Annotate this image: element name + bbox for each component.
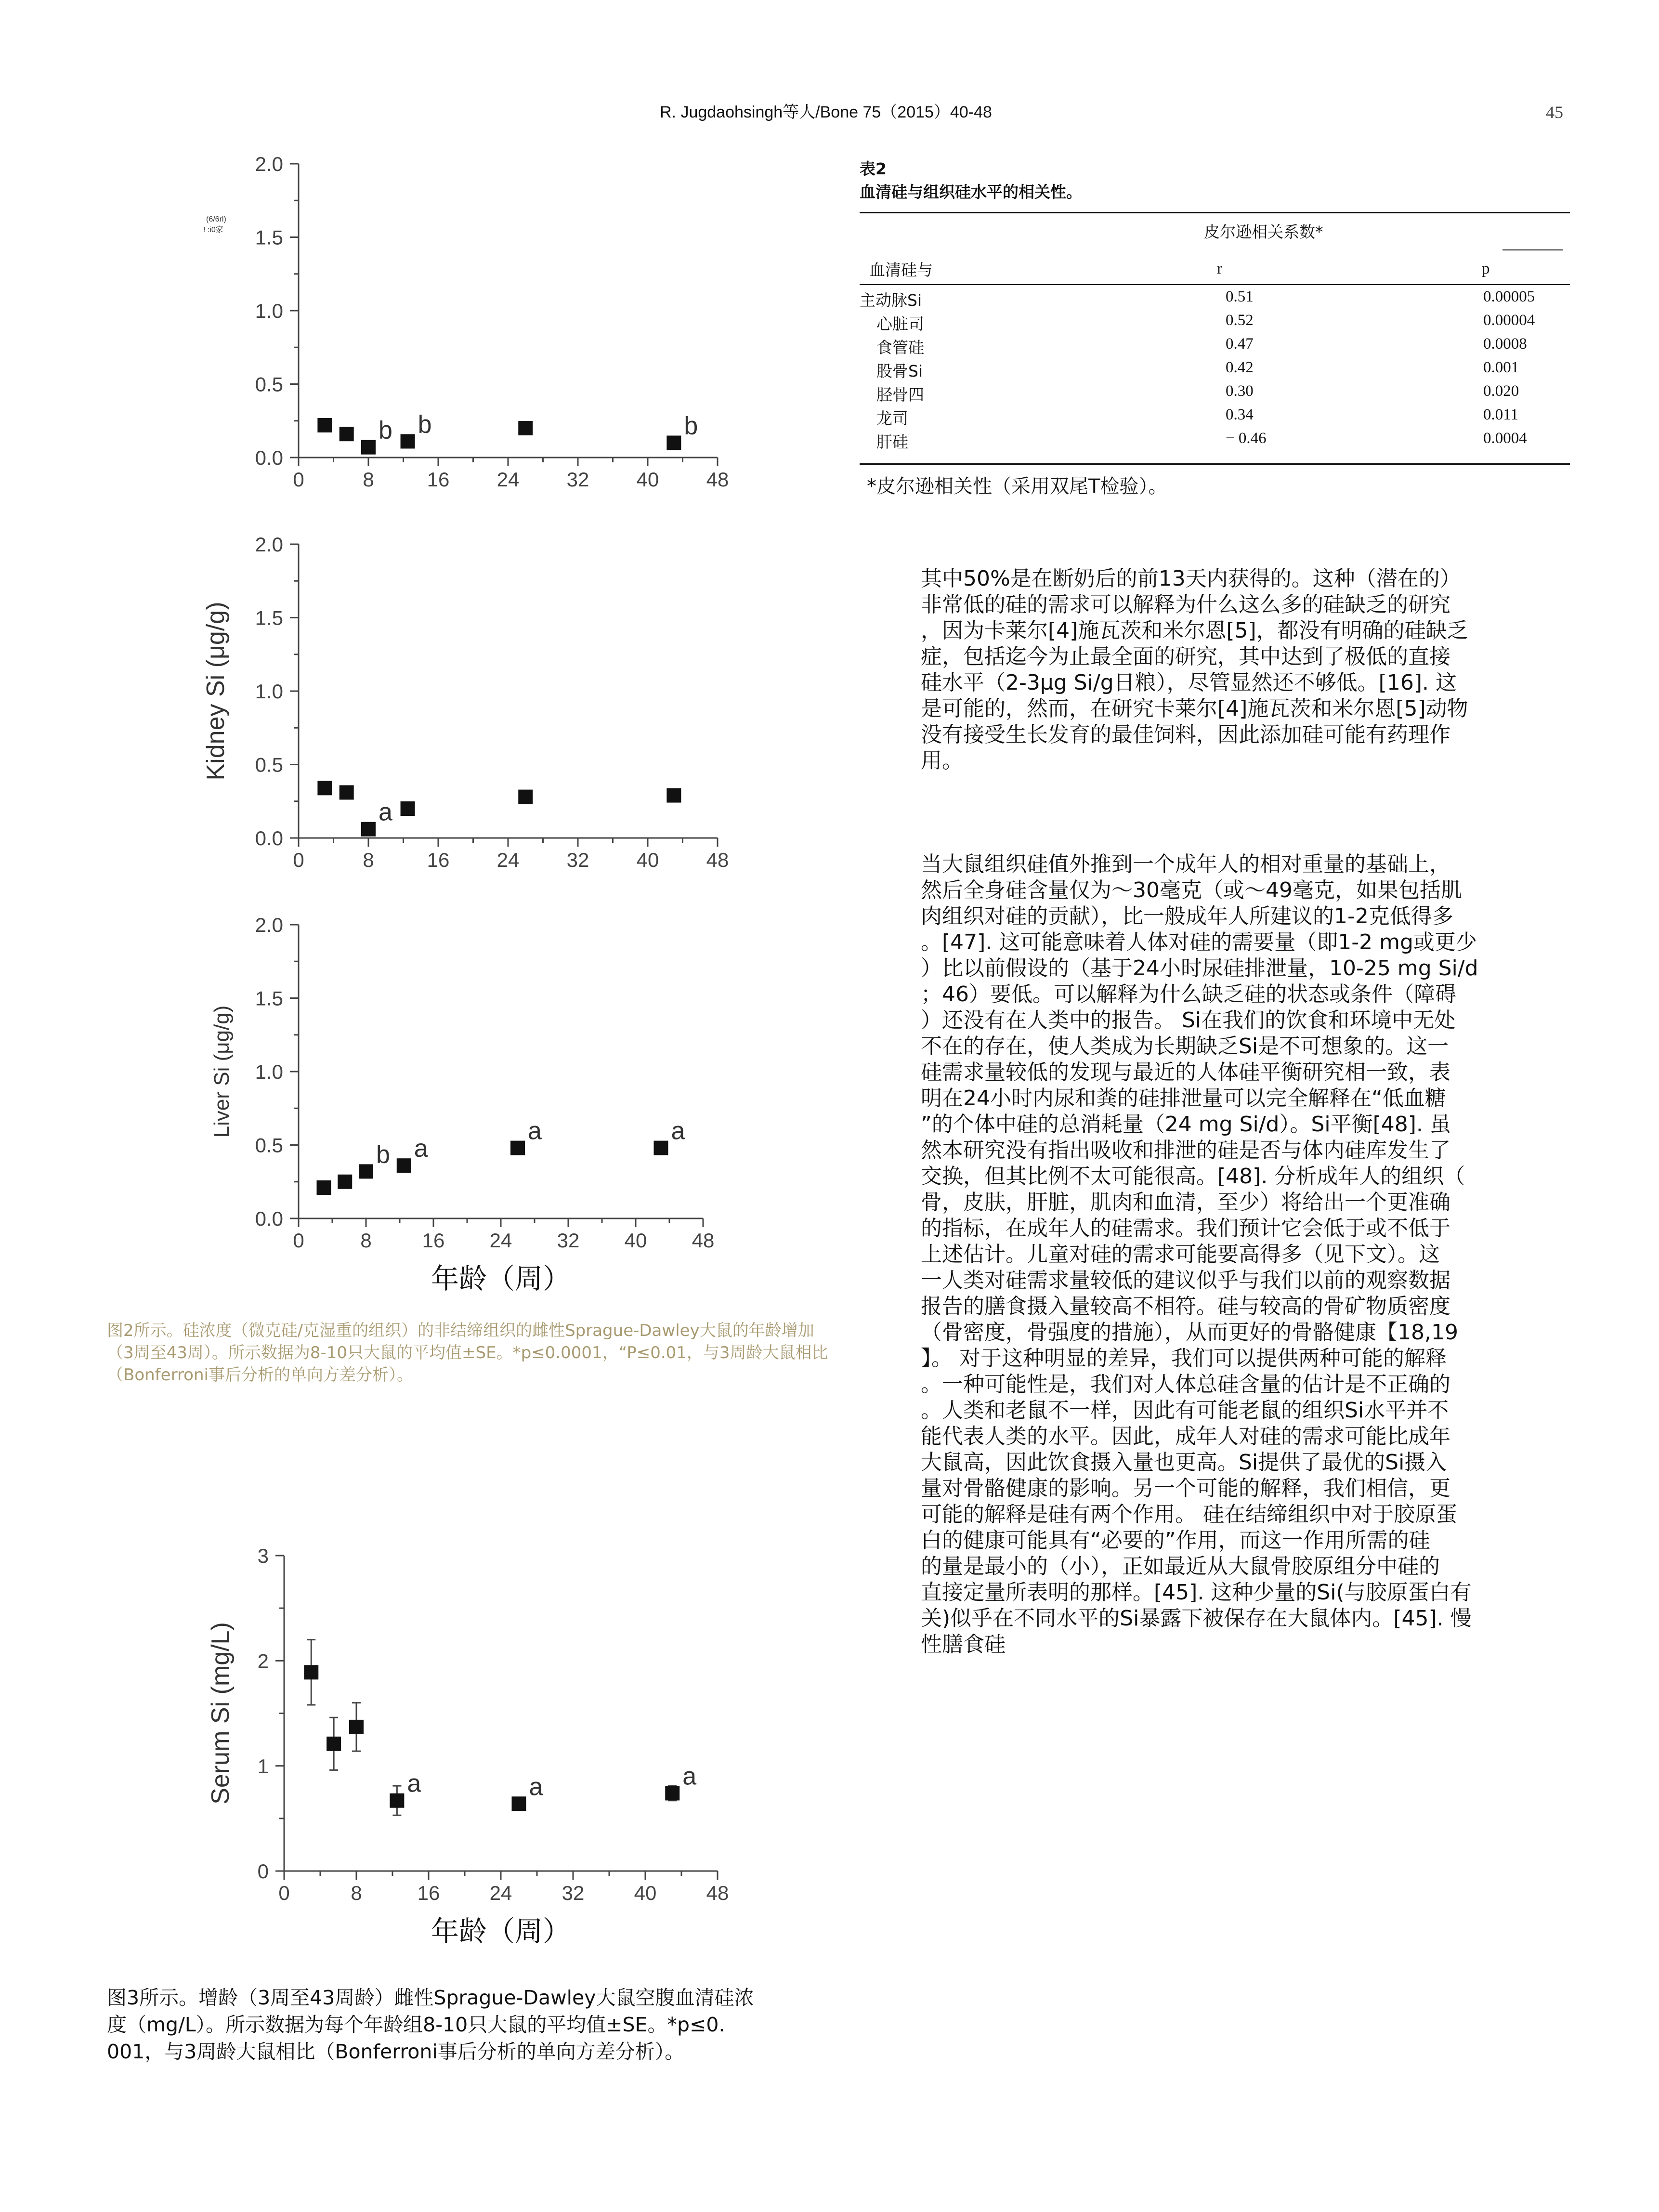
table-cell-name: 食管硅 (876, 338, 924, 357)
y-tick-label: 3 (257, 1544, 269, 1568)
data-point (317, 1180, 331, 1195)
y-tick-label: 1.0 (255, 680, 283, 703)
table2-footnote: *皮尔逊相关性（采用双尾T检验）。 (867, 475, 1168, 497)
text-line: 性膳食硅 (921, 1632, 1006, 1657)
table2-label: 表2 (860, 159, 887, 178)
figure2-panel-kidney-chart (183, 525, 751, 881)
x-tick-label: 48 (706, 849, 729, 871)
paragraph-1 (921, 566, 1571, 774)
data-point (654, 1141, 668, 1155)
table-group-underline (1502, 249, 1563, 250)
data-point (518, 421, 533, 435)
significance-label: a (379, 798, 392, 826)
figure2-panel-liver-chart (183, 905, 751, 1295)
table-top-rule (860, 212, 1570, 213)
x-tick-label: 40 (636, 468, 659, 491)
y-tick-label: 1.0 (255, 300, 283, 323)
text-line: 交换，但其比例不太可能很高。[48]. 分析成年人的组织（ (921, 1164, 1465, 1189)
y-tick-label: 0.5 (255, 1134, 283, 1157)
text-line: 不在的存在，使人类成为长期缺乏Si是不可想象的。这一 (921, 1034, 1449, 1059)
table-cell-p: 0.0004 (1483, 430, 1527, 447)
text-line: 是可能的，然而，在研究卡莱尔[4]施瓦茨和米尔恩[5]动物 (921, 696, 1468, 721)
y-tick-label: 0.5 (255, 753, 283, 776)
significance-label: b (376, 1140, 390, 1169)
data-point (510, 1141, 525, 1155)
data-point (666, 788, 681, 803)
y-tick-label: 0 (257, 1860, 269, 1883)
x-tick-label: 48 (706, 1882, 729, 1904)
page-number: 45 (1546, 103, 1563, 122)
x-axis-label: 年龄（周） (431, 1916, 571, 1947)
table-cell-p: 0.020 (1483, 382, 1519, 400)
x-tick-label: 8 (360, 1229, 372, 1252)
text-line: 没有接受生长发育的最佳饲料，因此添加硅可能有药理作 (921, 722, 1450, 747)
data-point (397, 1158, 411, 1173)
significance-label: b (379, 416, 392, 445)
text-line: 。[47]. 这可能意味着人体对硅的需要量（即1-2 mg或更少 (921, 930, 1477, 955)
text-line: 报告的膳食摄入量较高不相符。硅与较高的骨矿物质密度 (921, 1294, 1450, 1319)
data-point (401, 434, 415, 448)
text-line: 其中50%是在断奶后的前13天内获得的。这种（潜在的） (921, 566, 1461, 591)
x-tick-label: 16 (427, 468, 450, 491)
x-tick-label: 0 (293, 1229, 304, 1252)
table-cell-r: − 0.46 (1226, 430, 1267, 447)
text-line: 肉组织对硅的贡献），比一般成年人所建议的1-2克低得多 (921, 904, 1453, 929)
data-point (512, 1796, 526, 1811)
text-line: 非常低的硅的需求可以解释为什么这么多的硅缺乏的研究 (921, 592, 1450, 617)
x-tick-label: 32 (566, 849, 589, 871)
data-point (340, 427, 354, 441)
x-tick-label: 40 (634, 1882, 657, 1904)
y-axis-label: Kidney Si (μg/g) (202, 602, 230, 781)
paragraph-2 (921, 851, 1571, 1658)
table-cell-name: 胫骨四 (876, 385, 924, 404)
y-tick-label: 1.5 (255, 606, 283, 629)
table-cell-r: 0.30 (1226, 382, 1254, 400)
data-point (359, 1164, 373, 1178)
text-line: 硅需求量较低的发现与最近的人体硅平衡研究相一致，表 (921, 1060, 1450, 1085)
y-tick-label: 0.0 (255, 446, 283, 470)
x-tick-label: 48 (706, 468, 729, 491)
x-tick-label: 32 (562, 1882, 585, 1904)
table2-title: 血清硅与组织硅水平的相关性。 (860, 183, 1082, 201)
x-tick-label: 0 (278, 1882, 290, 1904)
y-tick-label: 1.5 (255, 226, 283, 249)
text-line: 然后全身硅含量仅为～30毫克（或～49毫克，如果包括肌 (921, 878, 1462, 903)
text-line: 骨，皮肤，肝脏，肌肉和血清，至少）将给出一个更准确 (921, 1190, 1450, 1215)
data-point (666, 436, 681, 450)
x-tick-label: 8 (363, 468, 374, 491)
data-point (349, 1720, 364, 1734)
x-axis-label: 年龄（周） (431, 1263, 571, 1295)
text-line: ”的个体中硅的总消耗量（24 mg Si/d）。Si平衡[48]. 虽 (921, 1112, 1451, 1137)
x-tick-label: 32 (566, 468, 589, 491)
table-cell-name: 肝硅 (876, 432, 908, 451)
text-line: 大鼠高，因此饮食摄入量也更高。Si提供了最优的Si摄入 (921, 1450, 1447, 1475)
text-line: 用。 (921, 748, 963, 773)
x-tick-label: 0 (293, 468, 304, 491)
table-cell-r: 0.51 (1226, 288, 1254, 305)
text-line: （骨密度，骨强度的措施），从而更好的骨骼健康【18,19 (921, 1320, 1458, 1345)
text-line: 症，包括迄今为止最全面的研究，其中达到了极低的直接 (921, 644, 1450, 669)
y-axis-label-fragment: ! :i0家 (203, 226, 223, 234)
text-line: 直接定量所表明的那样。[45]. 这种少量的Si(与胶原蛋白有 (921, 1580, 1472, 1605)
table-row-header: 血清硅与 (869, 261, 933, 279)
table-cell-r: 0.47 (1226, 335, 1254, 353)
text-line: 然本研究没有指出吸收和排泄的硅是否与体内硅库发生了 (921, 1138, 1450, 1163)
y-tick-label: 0.5 (255, 373, 283, 396)
table-cell-p: 0.00005 (1483, 288, 1535, 305)
table-cell-p: 0.00004 (1483, 312, 1535, 329)
y-tick-label: 2.0 (255, 914, 283, 937)
x-tick-label: 48 (692, 1229, 715, 1252)
x-tick-label: 24 (496, 849, 520, 871)
data-point (327, 1737, 341, 1751)
table-cell-name: 股骨Si (876, 362, 923, 380)
y-tick-label: 1.0 (255, 1060, 283, 1084)
text-line: 的指标，在成年人的硅需求。我们预计它会低于或不低于 (921, 1216, 1450, 1241)
y-tick-label: 1 (257, 1754, 269, 1778)
data-point (304, 1665, 318, 1679)
x-tick-label: 16 (422, 1229, 445, 1252)
significance-label: b (684, 412, 698, 440)
y-tick-label: 2.0 (255, 153, 283, 176)
x-tick-label: 8 (363, 849, 374, 871)
figure2-panel-top-chart (183, 144, 751, 501)
y-axis-label-fragment: (6/6rl) (206, 215, 226, 223)
text-line: ；46）要低。可以解释为什么缺乏硅的状态或条件（障碍 (921, 982, 1456, 1007)
y-axis-label: Liver Si (μg/g) (210, 1005, 234, 1138)
data-point (340, 785, 354, 799)
text-line: 硅水平（2-3μg Si/g日粮），尽管显然还不够低。[16]. 这 (921, 670, 1457, 695)
running-header: R. Jugdaohsingh等人/Bone 75（2015）40-48 (660, 103, 992, 121)
text-line: 。一种可能性是，我们对人体总硅含量的估计是不正确的 (921, 1372, 1450, 1397)
x-tick-label: 32 (557, 1229, 580, 1252)
data-point (338, 1175, 352, 1189)
y-tick-label: 0.0 (255, 1207, 283, 1230)
table-cell-r: 0.42 (1226, 359, 1254, 376)
text-line: 能代表人类的水平。因此，成年人对硅的需求可能比成年 (921, 1424, 1450, 1449)
table-cell-p: 0.001 (1483, 359, 1519, 376)
data-point (665, 1786, 679, 1800)
text-line: ）比以前假设的（基于24小时尿硅排泄量，10-25 mg Si/d (921, 956, 1478, 981)
significance-label: a (407, 1769, 421, 1798)
data-point (317, 418, 332, 432)
significance-label: b (418, 410, 432, 439)
text-line: 的量是最小的（小），正如最近从大鼠骨胶原组分中硅的 (921, 1554, 1440, 1579)
figure3-caption-line: 图3所示。增龄（3周至43周龄）雌性Sprague-Dawley大鼠空腹血清硅浓 (107, 1986, 754, 2009)
x-tick-label: 40 (636, 849, 659, 871)
table-cell-r: 0.52 (1226, 312, 1254, 329)
significance-label: a (529, 1773, 543, 1801)
data-point (518, 790, 533, 804)
y-tick-label: 1.5 (255, 987, 283, 1010)
significance-label: a (414, 1135, 428, 1163)
text-line: ，因为卡莱尔[4]施瓦茨和米尔恩[5]，都没有明确的硅缺乏 (921, 618, 1468, 643)
text-line: 当大鼠组织硅值外推到一个成年人的相对重量的基础上， (921, 852, 1450, 877)
figure3-serum-chart (183, 1536, 751, 1960)
table-cell-r: 0.34 (1226, 406, 1254, 423)
text-line: 。人类和老鼠不一样，因此有可能老鼠的组织Si水平并不 (921, 1398, 1449, 1423)
figure2-caption: 图2所示。硅浓度（微克硅/克湿重的组织）的非结缔组织的雌性Sprague-Dawley大鼠的年龄增加（3周至43周）。所示数据为8-10只大鼠的平均值±SE。*p≤0.0001，“P≤0.01，与3周龄大鼠相比（Bonferroni事后分析的单向方差分析）。 (107, 1321, 828, 1385)
figure3-caption-line: 001，与3周龄大鼠相比（Bonferroni事后分析的单向方差分析）。 (107, 2040, 685, 2063)
significance-label: a (682, 1762, 697, 1791)
text-line: 一人类对硅需求量较低的建议似乎与我们以前的观察数据 (921, 1268, 1450, 1293)
y-tick-label: 2 (257, 1649, 269, 1673)
text-line: 量对骨骼健康的影响。另一个可能的解释，我们相信，更 (921, 1476, 1450, 1501)
figure3-caption-line: 度（mg/L）。所示数据为每个年龄组8-10只大鼠的平均值±SE。*p≤0. (107, 2013, 725, 2036)
text-line: 】。 对于这种明显的差异，我们可以提供两种可能的解释 (921, 1346, 1447, 1371)
text-line: 可能的解释是硅有两个作用。 硅在结缔组织中对于胶原蛋 (921, 1502, 1457, 1527)
y-tick-label: 2.0 (255, 533, 283, 556)
table-cell-p: 0.0008 (1483, 335, 1527, 353)
table-col-p: p (1482, 260, 1490, 277)
table-cell-name: 心脏司 (876, 314, 924, 333)
table-cell-p: 0.011 (1483, 406, 1519, 423)
table-header-rule (860, 284, 1570, 285)
x-tick-label: 40 (624, 1229, 647, 1252)
significance-label: a (671, 1117, 685, 1145)
text-line: 白的健康可能具有“必要的”作用，而这一作用所需的硅 (921, 1528, 1430, 1553)
x-tick-label: 16 (417, 1882, 440, 1904)
table-cell-name: 主动脉Si (860, 291, 922, 310)
data-point (390, 1793, 404, 1808)
data-point (361, 440, 376, 455)
data-point (317, 781, 332, 795)
text-line: 上述估计。儿童对硅的需求可能要高得多（见下文）。这 (921, 1242, 1440, 1267)
x-tick-label: 16 (427, 849, 450, 871)
y-tick-label: 0.0 (255, 827, 283, 850)
table-col-r: r (1217, 260, 1222, 277)
x-tick-label: 24 (496, 468, 520, 491)
table-group-header: 皮尔逊相关系数* (1204, 223, 1323, 241)
text-line: ）还没有在人类中的报告。 Si在我们的饮食和环境中无处 (921, 1008, 1456, 1033)
table-bottom-rule (860, 463, 1570, 465)
x-tick-label: 8 (351, 1882, 362, 1904)
data-point (401, 801, 415, 816)
figure3-caption (107, 1984, 829, 2065)
x-tick-label: 24 (489, 1882, 512, 1904)
text-line: 明在24小时内尿和粪的硅排泄量可以完全解释在“低血糖 (921, 1086, 1446, 1111)
significance-label: a (528, 1117, 542, 1145)
x-tick-label: 24 (489, 1229, 512, 1252)
text-line: 关)似乎在不同水平的Si暴露下被保存在大鼠体内。[45]. 慢 (921, 1606, 1472, 1631)
table-cell-name: 龙司 (876, 409, 908, 428)
y-axis-label: Serum Si (mg/L) (207, 1622, 235, 1805)
x-tick-label: 0 (293, 849, 304, 871)
data-point (361, 822, 376, 837)
